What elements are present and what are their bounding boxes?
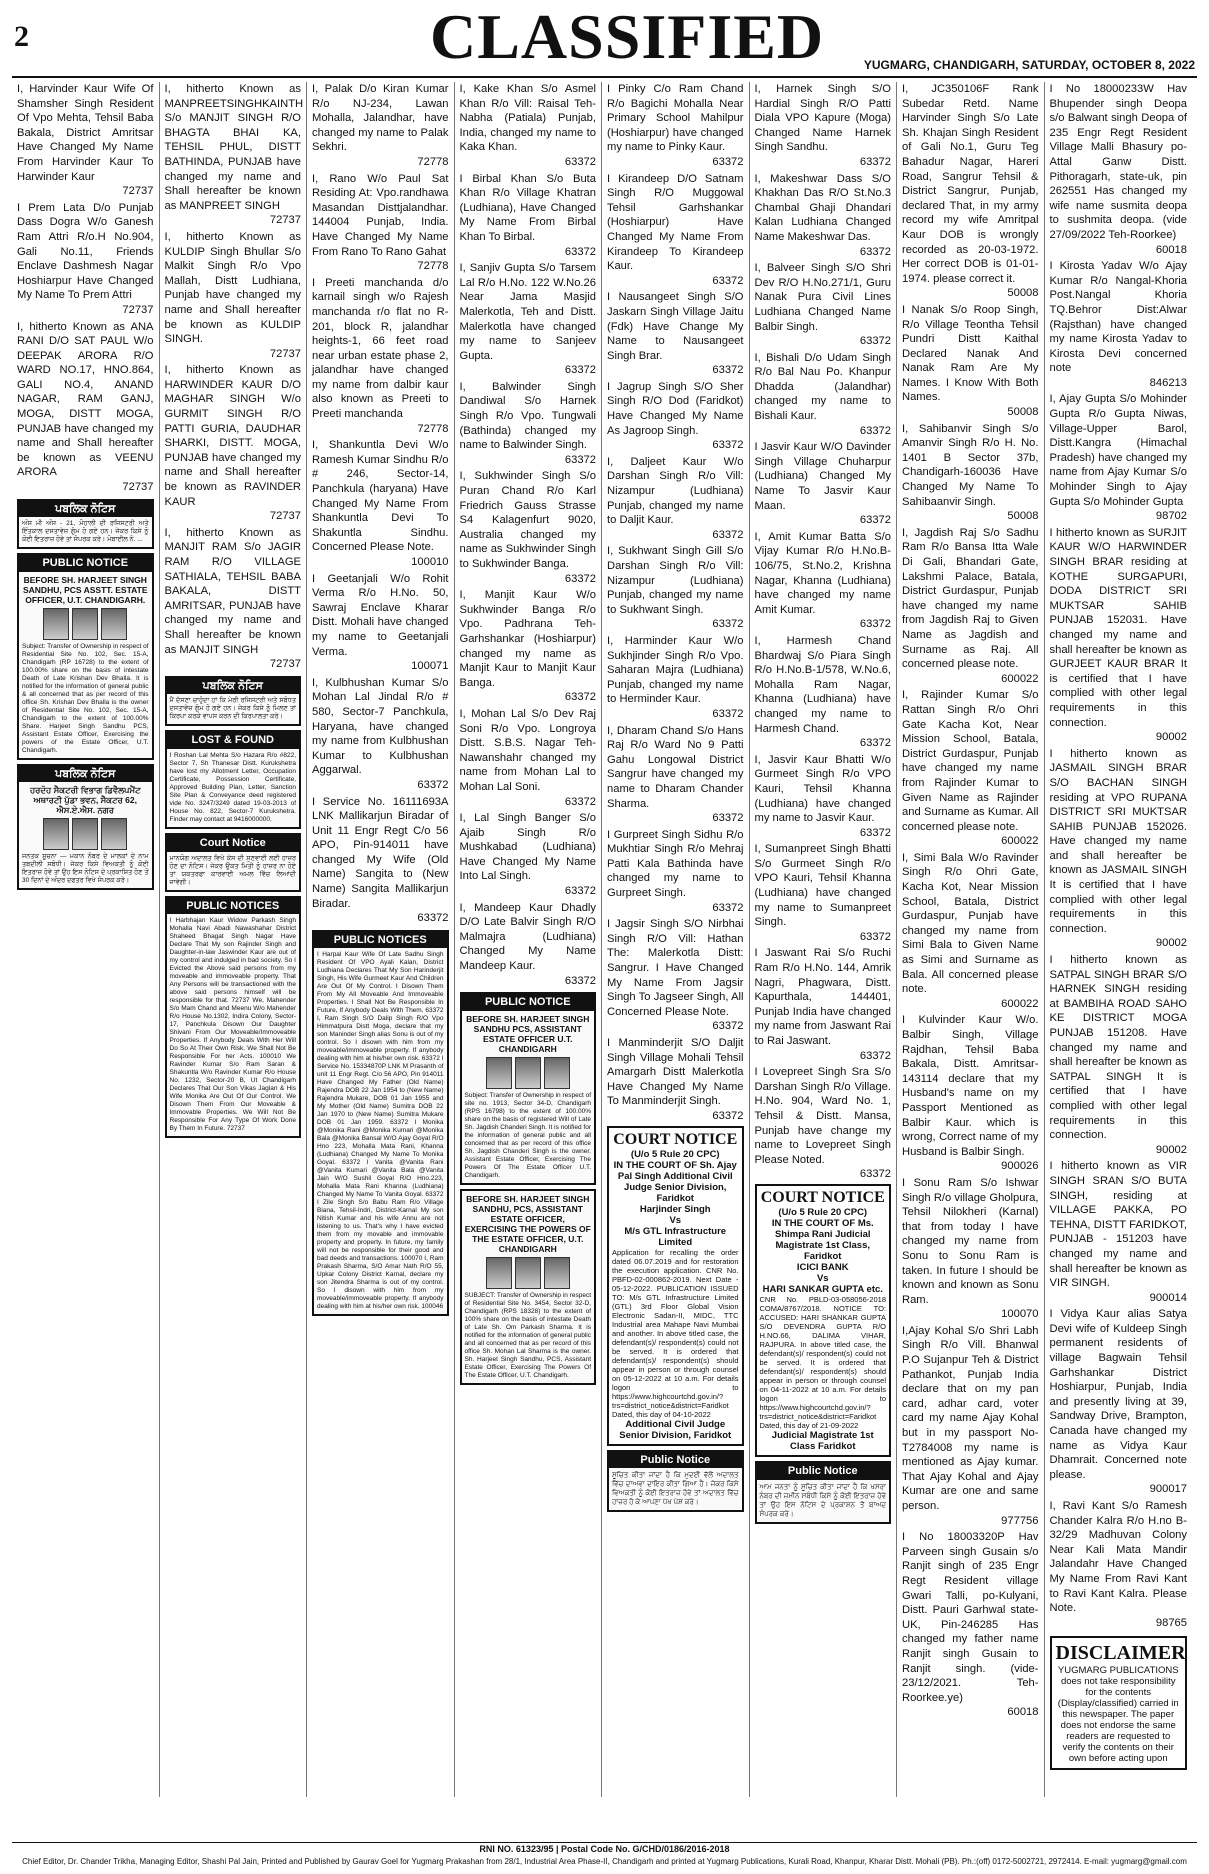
court-dated: Dated, this day of 04-10-2022 [612, 1409, 711, 1419]
classified-notice: I Jasvir Kaur W/O Davinder Singh Village Chuharpur (Ludhiana) Changed My Name To Jasvir Kaur Maan. [754, 441, 891, 512]
public-notice-body: I Roshan Lal Mehta S/o Hazara R/o #822, Sector 7, Sh Thanesar Distt. Kurukshetra have lost my Allotment Letter, Occupation Certificate, Possession Certificate, Approved Building Plan, Letter, Sanction Site Plan & Conveyance deed registered vide No. 3247/3249 dated 19-03-2013 of House No. 822, Sector-7 Kurukshetra. Finder may contact at 9416000000. [169, 751, 296, 823]
dateline: YUGMARG, CHANDIGARH, SATURDAY, OCTOBER 8, 2022 [863, 58, 1195, 72]
classified-notice: I, hitherto Known as HARWINDER KAUR D/O MAGHAR SINGH W/o GURMIT SINGH R/O PATTI GURIA, DAUDHAR SHARKI, DISTT. MOGA, PUNJAB have changed my name and Shall hereafter be known as RAVINDER KAUR [164, 364, 301, 508]
public-notice-heading: Public Notice [757, 1463, 890, 1480]
public-notice-box [460, 1189, 597, 1385]
classified-notice: I, Kulbhushan Kumar S/o Mohan Lal Jindal R/o # 580, Sector-7 Panchkula, Haryana, have changed my name from Kulbhushan Kumar to Kulbhushan Aggarwal. [312, 676, 449, 777]
notice-code: 900017 [1149, 1483, 1187, 1496]
classified-notice: I, Mohan Lal S/o Dev Raj Soni R/o Vpo. Longroya Distt. S.B.S. Nagar Teh-Nawanshahr changed my name from Mohan Lal to Mohan Lal Soni. [459, 707, 596, 793]
notice-code: 846213 [1149, 376, 1187, 389]
notice-code: 63372 [564, 885, 596, 898]
notice-code: 63372 [712, 618, 744, 631]
versus: Vs [669, 1214, 682, 1226]
classified-notice: I, Sukhwant Singh Gill S/o Darshan Singh R/o Vill: Nizampur (Ludhiana) Punjab, changed my name to Sukhwant Singh. [607, 545, 744, 616]
notice-code: 72737 [269, 658, 301, 671]
notice-code: 63372 [712, 707, 744, 720]
classified-notice: I hitherto known as VIR SINGH SRAN S/O BUTA SINGH, residing at VILLAGE PAKKA, PO TEHNA, DISTT FARIDKOT, PUNJAB - 151203 have changed my name and shall hereafter be known as VIR SINGH. [1049, 1160, 1187, 1290]
public-notice-heading: Public Notice [609, 1452, 742, 1469]
classified-notice: I Nausangeet Singh S/O Jaskarn Singh Village Jaitu (Fdk) Have Change My Name to Nausangeet Singh Brar. [607, 291, 744, 362]
classified-notice: I hitherto known as SURJIT KAUR W/O HARWINDER SINGH BRAR residing at KOTHE SURGAPURI, DODA DISTRICT SRI MUKTSAR SAHIB PUNJAB 152031. Have changed my name and shall hereafter be known as GURJEET KAUR BRAR It is certified that I have complied with other legal requirements in this connection. [1049, 526, 1187, 729]
classified-notice: I Geetanjali W/o Rohit Verma R/o H.No. 50, Sawraj Enclave Kharar Distt. Mohali have changed my name to Geetanjali Verma. [312, 572, 449, 658]
classified-column [12, 82, 160, 1797]
classified-notice: I Vidya Kaur alias Satya Devi wife of Kuldeep Singh permanent residents of village Bagwain Tehsil Garhshankar District Hoshiarpur, Punjab, India and presently living at 39, Sandway Drive, Brampton, Canada have changed my name as Vidya Kaur Dhamrait. Concerned note please. [1049, 1308, 1187, 1481]
classified-column [1045, 82, 1193, 1797]
portrait-photo [515, 1257, 541, 1289]
party-a: ICICI BANK [796, 1261, 849, 1273]
notice-code: 63372 [859, 335, 891, 348]
classified-notice: I, hitherto Known as MANPREETSINGHKAINTH S/o MANJIT SINGH R/O BHAGTA BHAI KA, TEHSIL PHUL, DISTT BATHINDA, PUNJAB have changed my name and Shall hereafter be known as MANPREET SINGH [164, 83, 304, 212]
classified-notice: I Sonu Ram S/o Ishwar Singh R/o village Gholpura, Tehsil Nilokheri (Karnal) that from today I have changed my name from Sonu to Sonu Ram is taken. In future I should be known and known as Sonu Ram. [902, 1176, 1039, 1306]
classified-notice: I Lovepreet Singh Sra S/o Darshan Singh R/o Village. H.No. 904, Ward No. 1, Tehsil & Distt. Mansa, Punjab have change my name to Lovepreet Singh Please Noted. [754, 1066, 891, 1166]
public-notice-box [165, 833, 302, 892]
notice-code: 600022 [1001, 835, 1039, 848]
classified-notice: I Pinky C/o Ram Chand R/o Bagichi Mohalla Near Primary School Mahilpur (Hoshiarpur) have changed my name to Pinky Kaur. [607, 83, 744, 154]
party-a: Harjinder Singh [639, 1203, 711, 1215]
public-notice-body: Subject: Transfer of Ownership in respect of site no. 1913, Sector 34-D, Chandigarh (RPS 16798) to the extent of 100.00% share on the basis of registered Will of Late Sh. Jagdish Chanderi Singh. It is notified for the information of general public and all concerned that as per record of this office Sh. Jagdish Chanderi Singh is the owner. Assistant Estate Officer, Exercising The Powers Of The Estate Officer U.T. Chandigarh. [464, 1091, 591, 1179]
classified-column [602, 82, 750, 1797]
classified-notice: I, Sanjiv Gupta S/o Tarsem Lal R/o H.No. 122 W.No.26 Near Jama Masjid Malerkotla, Teh and Distt. Malerkotla have changed my name to Sanjeev Gupta. [459, 262, 596, 362]
public-notice-box [755, 1461, 892, 1524]
classified-notice: I Jagrup Singh S/O Sher Singh R/O Dod (Faridkot) Have Changed My Name As Jagroop Singh. [607, 380, 744, 437]
notice-code: 63372 [712, 364, 744, 377]
public-notice-authority: ਹਰਦੋਹ ਸੈਕਟਰੀ ਵਿਭਾਗ ਡਿਵੈਲਪਮੈਂਟ ਅਥਾਰਟੀ ਪੁੱਡਾ ਭਵਨ, ਸੈਕਟਰ 62, ਐਸ.ਏ.ਐਸ. ਨਗਰ [29, 785, 141, 816]
public-notice-heading: PUBLIC NOTICES [314, 932, 447, 949]
classified-notice: I, Harmesh Chand Bhardwaj S/o Piara Singh R/o H.No.B-1/578, W.No.6, Mohalla Ram Nagar, Khanna (Ludhiana) have changed my name to Harmesh Chand. [754, 634, 891, 735]
footer-imprint: Chief Editor, Dr. Chander Trikha, Managing Editor, Shashi Pal Jain, Printed and Published by Gaurav Goel for Yugmarg Prakashan from 28/1, Industrial Area Phase-II, Chandigarh and printed at Yugmarg Publications, Kurali Road, Khanpur, Kharar Distt. Mohali (PB). Ph.:(off) 0172-5002721, 2972414. E-mail: yugmarg@gmail.com [22, 1857, 1187, 1866]
classified-notice: I hitherto known as SATPAL SINGH BRAR S/O HARNEK SINGH residing at BAMBIHA ROAD SAHO KE DISTRICT MOGA PUNJAB 151208. Have changed my name and shall hereafter be known as SATPAL SINGH It is certified that I have complied with other legal requirements in this connection. [1049, 954, 1187, 1142]
notice-code: 63372 [712, 901, 744, 914]
classified-notice: I, hitherto Known as ANA RANI D/O SAT PAUL W/o DEEPAK ARORA R/O WARD NO.17, HNO.864, GALI NO.4, ANAND NAGAR, RAM GANJ, MOGA, DISTT MOGA, PUNJAB have changed my name and Shall hereafter be known as VEENU ARORA [17, 320, 154, 479]
notice-code: 72737 [269, 347, 301, 360]
public-notice-body: ਮਾਨਯੋਗ ਅਦਾਲਤ ਵਿਖੇ ਕੇਸ ਦੀ ਸੁਣਵਾਈ ਲਈ ਹਾਜ਼ਰ ਹੋਣ ਦਾ ਨੋਟਿਸ। ਜੇਕਰ ਉਕਤ ਮਿਤੀ ਨੂੰ ਹਾਜ਼ਰ ਨਾ ਹੋਏ ਤਾਂ ਯਕਤਰਫਾ ਕਾਰਵਾਈ ਅਮਲ ਵਿੱਚ ਲਿਆਂਦੀ ਜਾਵੇਗੀ। [169, 854, 296, 886]
notice-code: 63372 [564, 691, 596, 704]
notice-code: 63372 [417, 912, 449, 925]
notice-code: 977756 [1001, 1514, 1039, 1527]
classified-notice: I, Ajay Gupta S/o Mohinder Gupta R/o Gupta Niwas, Village-Upper Barol, Distt.Kangra (Himachal Pradesh) have changed my name from Ajay Kumar S/o Mohinder Singh to Ajay Gupta S/o Mohinder Gupta [1049, 393, 1187, 508]
public-notice-body: I Harpal Kaur Wife Of Late Sadhu Singh Resident Of VPO Ayali Kalan, District Ludhiana Declares That My Son Harinderjit Singh, His Wife Gurmeet Kaur And Children Are Out Of My Control. I Disown Them From My All Moveable And Immoveable Properties. I Shall Not Be Responsible In Future, If Anybody Deals With Them. 63372 I, Ram Singh S/O Dalip Singh R/O Vpo Himmatpura Distt Moga, declare that my son Maninder Singh alias Sonu is out of my control. So I disown with him from my moveable/immoveable property. If anybody dealing with him at his/her own risk. 63372 I Service No. 15334870P LNK M Prasanth of unit 11 Engr Regt. C/o 56 APO, Pin 914011 Have Changed My Father (Old Name) Rajendra DOB 22 Jan 1954 to (New Name) Rajendra Mukare, DOB 01 Jan 1955 and My Mother (Old Name) Sumitra DOB 22 Jan 1970 to (New Name) Sumitra Mukare DOB 01 Jan 1959. 63372 I Monika @Monika Rani @Monika Kumari @Monika Bala @Monika Bansal W/O Ajay Goyal R/O Hno 223, Mohalla Mata Rani, Khanna (Ludhiana) Changed My Name To Monika Goyal. 63372 I Vanita @Vanita Rani @Vanita Kumari @Vanita Bala @Vanita Jain W/O Sushil Goyal R/O Hno.223, Mohalla Mata Rani Khanna (Ludhiana) Changed My Name To Vanita Goyal. 63372 I Zile Singh S/o Babu Ram R/o Village Biana, Tehsil-Indri, District-Karnal My son Nitish Kumar and his wife Annu are not listening to us. That's why I have evicted them from my movable and immovable property and property. In future, my family will not be responsible for their good and bad deeds and transactions. 100070 I, Ram Prakash Sharma, S/O Amar Nath R/O 55, Upkar Colony District Karnal, declare my son Jitendra Sharma is out of my control. So I disown with him from my moveable/immoveable property. If anybody dealing with him at his/her own risk. 100046 [317, 951, 444, 1311]
court-dated: Dated, this day of 21-09-2022 [759, 1420, 859, 1430]
classified-notice: I, Balwinder Singh Dandiwal S/o Harnek Singh R/o Vpo. Tungwali (Bathinda) changed my name to Balwinder Singh. [459, 380, 596, 452]
public-notice-body: ਆਮ ਜਨਤਾ ਨੂੰ ਸੂਚਿਤ ਕੀਤਾ ਜਾਂਦਾ ਹੈ ਕਿ ਖਸਰਾ ਨੰਬਰ ਦੀ ਜ਼ਮੀਨ ਸਬੰਧੀ ਕਿਸੇ ਨੂੰ ਕੋਈ ਇਤਰਾਜ਼ ਹੋਵੇ ਤਾਂ ਉਹ ਇਸ ਨੋਟਿਸ ਦੇ ਪ੍ਰਕਾਸ਼ਨ ਤੋਂ ਬਾਅਦ ਸੰਪਰਕ ਕਰੇ। [759, 1483, 886, 1518]
classified-notice: I Kirosta Yadav W/o Ajay Kumar R/o Nangal-Khoria Post.Nangal Khoria TQ.Behror Dist:Alwar (Rajsthan) have changed my name Kirosta Yadav to Kirosta Devi concerned note [1049, 260, 1187, 375]
classified-notice: I, Amit Kumar Batta S/o Vijay Kumar R/o H.No.B-106/75, St.No.2, Krishna Nagar, Khanna (Ludhiana) have changed my name Amit Kumar. [754, 530, 891, 616]
classified-notice: I Jagsir Singh S/O Nirbhai Singh R/O Vill: Hathan The: Malerkotla Distt: Sangrur. I Have Changed My Name From Jagsir Singh To Jagseer Singh, All Concerned Please Note. [607, 918, 744, 1018]
notice-code: 72778 [417, 422, 449, 435]
portrait-photo [544, 1257, 570, 1289]
notice-code: 90002 [1155, 731, 1187, 744]
notice-code: 100010 [411, 556, 449, 568]
notice-photos [465, 1257, 592, 1289]
masthead-title: CLASSIFIED [430, 1, 825, 72]
public-notice-body: ਸੂਚਿਤ ਕੀਤਾ ਜਾਂਦਾ ਹੈ ਕਿ ਮੁਦਈ ਵੱਲੋਂ ਅਦਾਲਤ ਵਿੱਚ ਦਾਅਵਾ ਦਾਇਰ ਕੀਤਾ ਗਿਆ ਹੈ। ਜੇਕਰ ਕਿਸੇ ਵਿਅਕਤੀ ਨੂੰ ਕੋਈ ਇਤਰਾਜ਼ ਹੋਵੇ ਤਾਂ ਅਦਾਲਤ ਵਿੱਚ ਹਾਜ਼ਰ ਹੋ ਕੇ ਆਪਣਾ ਪੱਖ ਪੇਸ਼ ਕਰੇ। [612, 1472, 739, 1507]
court-notice-title: COURT NOTICE [760, 1188, 885, 1206]
portrait-photo [72, 818, 98, 850]
classified-notice: I, JC350106F Rank Subedar Retd. Name Harvinder Singh S/o Late Sh. Khajan Singh Resident of Gali No.1, Guru Teg Bahadur Nagar, Hareri Road, Sangrur Tehsil & District Sangrur, Punjab, declared That, in my army record my wife Amritpal Kaur DOB is wrongly recorded as 20-03-1972. Her correct DOB is 01-01-1974. please correct it. [902, 83, 1039, 285]
classified-notice: I, Shankuntla Devi W/o Ramesh Kumar Sindhu R/o # 246, Sector-14, Panchkula (haryana) Have Changed My Name From Shankuntla Devi To Shakuntla Sindhu. Concerned Please Note. [312, 439, 449, 554]
notice-code: 63372 [564, 453, 596, 466]
court-notice-body: Application for recalling the order dated 06.07.2019 and for restoration the execution application. CNR No. PBFD-02-000862-2019. Next Date - 05-12-2022. PUBLICATION ISSUED TO: M/s GTL Infrastructure Limited (GTL) 3rd Floor Global Vision Electronic Sadan-II, MIDC, TTC Industrial area Mahape Navi Mumbai and another. In above titled case, the defendant(s)/ respondent(s) could not be served. It is ordered that defendant(s)/ respondent(s) should appear in person or through counsel on 05-12-2022 at 10 a.m. For details logon to https://www.highcourtchd.gov.in/?trs=district_notice&district=Faridkot [612, 1247, 739, 1410]
notice-code: 63372 [712, 812, 744, 825]
notice-photos [465, 1057, 592, 1089]
notice-code: 60018 [1155, 243, 1187, 256]
public-notice-body: ਜਨਤਕ ਸੂਚਨਾ — ਮਕਾਨ ਨੰਬਰ ਦੇ ਮਾਲਕਾਂ ਦੇ ਨਾਮ ਤਬਦੀਲੀ ਸਬੰਧੀ। ਜੇਕਰ ਕਿਸੇ ਵਿਅਕਤੀ ਨੂੰ ਕੋਈ ਇਤਰਾਜ਼ ਹੋਵੇ ਤਾਂ ਉਹ ਇਸ ਨੋਟਿਸ ਦੇ ਪ੍ਰਕਾਸ਼ਿਤ ਹੋਣ ਤੋਂ 30 ਦਿਨਾਂ ਦੇ ਅੰਦਰ ਦਫਤਰ ਵਿਖੇ ਸੰਪਰਕ ਕਰੇ। [22, 853, 149, 885]
classified-notice: I, Ravi Kant S/o Ramesh Chander Kalra R/o H.no B-32/29 Madhuvan Colony Near Kali Mata Mandir Jalandahr Have Changed My Name From Ravi Kant to Ravi Kant Kalra. Please Note. [1049, 1500, 1187, 1615]
notice-code: 63372 [712, 1109, 744, 1122]
classified-notice: I, Kake Khan S/o Asmel Khan R/o Vill: Raisal Teh-Nabha (Patiala) Punjab, India, changed my name to Kaka Khan. [459, 83, 596, 154]
notice-code: 63372 [712, 155, 744, 168]
public-notice-body: ਅੰਸ ਮੀ ਅੰਸ - 21, ਮੋਹਾਲੀ ਦੀ ਰਜਿਸਟਰੀ ਅਤੇ ਇੰਤਕਾਲ ਦਸਤਾਵੇਜ਼ ਗੁੰਮ ਹੋ ਗਏ ਹਨ। ਜੇਕਰ ਕਿਸੇ ਨੂੰ ਕੋਈ ਇਤਰਾਜ਼ ਹੋਵੇ ਤਾਂ ਸੰਪਰਕ ਕਰੇ। ਮੋਬਾਈਲ ਨੰ. ... [22, 520, 149, 544]
public-notice-box [165, 730, 302, 829]
classified-notice: I, hitherto Known as MANJIT RAM S/o JAGIR RAM R/O VILLAGE SATHIALA, TEHSIL BABA BAKALA, DISTT AMRITSAR, PUNJAB have changed my name and Shall hereafter be known as MANJIT SINGH [164, 526, 301, 656]
notice-code: 50008 [1007, 287, 1039, 300]
notice-code: 90002 [1155, 937, 1187, 950]
versus: Vs [816, 1272, 829, 1284]
notice-code: 63372 [859, 1049, 891, 1062]
notice-code: 63372 [712, 439, 744, 452]
notice-code: 63372 [564, 572, 596, 585]
public-notice-box [17, 553, 154, 760]
classified-column [160, 82, 308, 1797]
classified-notice: I, Makeshwar Dass S/O Khakhan Das R/O St.No.3 Chambal Ghaji Dhandari Kalan Ludhiana Changed Name Makeshwar Das. [754, 172, 891, 243]
portrait-photo [544, 1057, 570, 1089]
classified-notice: I, Daljeet Kaur W/o Darshan Singh R/o Vill: Nizampur (Ludhiana) Punjab, changed my name to Daljit Kaur. [607, 455, 744, 527]
notice-code: 63372 [712, 528, 744, 541]
court-notice-box [755, 1184, 892, 1457]
public-notice-heading: Court Notice [167, 835, 300, 852]
notice-code: 600022 [1001, 672, 1039, 685]
public-notice-heading: PUBLIC NOTICE [19, 555, 152, 572]
classified-column [455, 82, 603, 1797]
notice-code: 63372 [712, 1020, 744, 1033]
notice-code: 98765 [1155, 1616, 1187, 1629]
court-notice-title: COURT NOTICE [613, 1130, 738, 1148]
classified-notice: I Kirandeep D/O Satnam Singh R/O Muggowal Tehsil Garhshankar (Hoshiarpur) Have Changed My Name From Kirandeep To Kirandeep Kaur. [607, 172, 744, 273]
classified-notice: I Service No. 16111693A LNK Mallikarjun Biradar of Unit 11 Engr Regt C/o 56 APO, Pin-914011 have changed My Wife (Old Name) Sangita to (New Name) Sangita Mallikarjun Biradar. [312, 795, 449, 910]
party-b: HARI SANKAR GUPTA etc. [762, 1283, 883, 1295]
notice-code: 50008 [1007, 406, 1039, 419]
public-notice-box [312, 930, 449, 1317]
footer-rule [12, 1842, 1197, 1843]
portrait-photo [101, 818, 127, 850]
public-notice-heading: ਪਬਲਿਕ ਨੋਟਿਸ [19, 501, 152, 518]
classified-notice: I Kulvinder Kaur W/o. Balbir Singh, Village Rajdhan, Tehsil Baba Bakala, Distt. Amritsar-143114 declare that my Husband's name on my Passport Mentioned as Balbir Kaur. which is wrong, Correct name of my Husband is Balbir Singh. [902, 1014, 1039, 1158]
public-notice-box [165, 896, 302, 1139]
classified-notice: I No 18000233W Hav Bhupender singh Deopa s/o Balwant singh Deopa of 235 Engr Regt Resident Village Malli Bhasury po-Attal Ganw Distt. Pithoragarh, state-uk, pin 262551 Has changed my wife name susmita deopa to sushmita deopa. (vide 27/09/2022 Teh-Roorkee) [1049, 83, 1187, 241]
notice-code: 600022 [1001, 997, 1039, 1010]
classified-notice: I No 18003320P Hav Parveen singh Gusain s/o Ranjit singh of 235 Engr Regt Resident village Gwari Talli, po-Kulyani, Distt. Pauri Garhwal state-UK, Pin-246285 Has changed my father name Ranjit singh Gusain to Ranjit singh. (vide-23/12/2021. Teh-Roorkee.ye) [902, 1531, 1039, 1704]
classified-notice: I, Dharam Chand S/o Hans Raj R/o Ward No 9 Patti Gahu Longowal District Sangrur have changed my name to Dharam Chander Sharma. [607, 724, 744, 810]
classified-notice: I, Palak D/o Kiran Kumar R/o NJ-234, Lawan Mohalla, Jalandhar, have changed my name to Palak Sekhri. [312, 83, 449, 154]
notice-code: 60018 [1007, 1706, 1039, 1719]
public-notice-authority: BEFORE SH. HARJEET SINGH SANDHU, PCS, ASSISTANT ESTATE OFFICER, EXERCISING THE POWERS OF THE ESTATE OFFICER, U.T. CHANDIGARH [464, 1193, 591, 1254]
public-notice-heading: PUBLIC NOTICES [167, 898, 300, 915]
footer-registration: RNI NO. 61323/95 | Postal Code No. G/CHD/0186/2016-2018 [479, 1844, 730, 1854]
classified-notice: I, Jagdish Raj S/o Sadhu Ram R/o Bansa Itta Wale Di Gali, Bhandari Gate, Lakshmi Palace, Batala, District Gurdaspur, Punjab have changed my name from Jagdish Raj to Given Name as Jagdish and Surname as Raj. All concerned please note. [902, 526, 1039, 671]
public-notice-authority: BEFORE SH. HARJEET SINGH SANDHU, PCS ASSTT. ESTATE OFFICER, U.T. CHANDIGARH. [22, 574, 148, 605]
classified-notice: I, Rajinder Kumar S/o Rattan Singh R/o Ohri Gate Kacha Kot, Near Mission School, Batala, District Gurdaspur, Punjab have changed my name from Rajinder Kumar to Given Name as Rajinder and Surname as Kumar. All concerned please note. [902, 689, 1039, 833]
notice-code: 63372 [859, 930, 891, 943]
header-rule [12, 76, 1197, 78]
public-notice-body: I Harbhajan Kaur Widow Parkash Singh Mohalla Navi Abadi Nawashahar District Shaheed Bhagat Singh Nagar Have Declare That My son Rajinder Singh and Daughter-in-law Jaswinder Kaur are out of my control and indulged in bad society. So I Evicted the Above said persons from my moveable and immoveable property. That Any Persons will be transactioned with the above said persons himself will be responsible for that. 72737 We, Mahender S/o Mam Chand and Meenu W/o Mahender R/o House No.1302, Indira Colony, Sector-17, Panchkula Disown Our Daughter Shivani From Our Moveable/Immoveable Properties. If Anybody Deals With Her Will Do So At Their Own Risk. We Shall Not Be Responsible For her Acts. 100010 We Ravinder Kumar S/o Ram Saran & Shakuntla W/o Ravinder Kumar R/o House No. 1232, Sector-20 B, Ut Chandigarh Declares That Our Son Vikas Jaglan & His Wife Monika Are Out Of Our Control. We Disown Them From Our Moveable & Immovable Properties. We Will Not Be Responsible For Any Type Of Work Done By Them In Future. 72737 [169, 917, 296, 1133]
public-notice-box [165, 676, 302, 727]
classified-notice: I Gurpreet Singh Sidhu R/o Mukhtiar Singh R/o Mehraj Patti Kala Bathinda have changed my name to Gurpreet Singh. [607, 828, 744, 900]
notice-code: 900026 [1001, 1160, 1039, 1173]
notice-code: 72778 [417, 260, 449, 273]
notice-code: 63372 [564, 364, 596, 377]
classified-notice: I Manminderjit S/O Daljit Singh Village Mohali Tehsil Amargarh Distt Malerkotla Have Changed My Name To Manminderjit Singh. [607, 1037, 744, 1108]
notice-code: 63372 [712, 274, 744, 287]
public-notice-box [607, 1450, 744, 1513]
classified-notice: I, hitherto Known as KULDIP Singh Bhullar S/o Malkit Singh R/o Vpo Mallah, Distt Ludhiana, Punjab have changed my name and Shall hereafter be known as KULDIP SINGH. [164, 230, 301, 346]
classified-notice: I Preeti manchanda d/o karnail singh w/o Rajesh manchanda r/o flat no R-201, block R, jalandhar heights-1, 66 feet road near urban estate phase 2, jalandhar have changed my name from dalbir kaur also known as Preeti to Preeti manchanda [312, 276, 449, 421]
party-b: M/s GTL Infrastructure Limited [624, 1225, 727, 1248]
classified-notice: I, Harnek Singh S/O Hardial Singh R/O Patti Diala VPO Kapure (Moga) Changed Name Harnek Singh Sandhu. [754, 83, 891, 154]
portrait-photo [43, 818, 69, 850]
classified-columns [12, 82, 1197, 1797]
notice-code: 63372 [859, 618, 891, 631]
classified-column [897, 82, 1045, 1797]
classified-notice: I, Balveer Singh S/O Shri Dev R/O H.No.271/1, Guru Nanak Pura Civil Lines Ludhiana Changed Name Balbir Singh. [754, 262, 891, 333]
notice-code: 63372 [859, 514, 891, 527]
classified-notice: I Prem Lata D/o Punjab Dass Dogra W/o Ganesh Ram Attri R/o.H No.904, Gali No.11, Friends Enclave Dashmesh Nagar Hoshiarpur Have Changed My Name To Prem Attri [17, 201, 154, 302]
notice-code: 900014 [1149, 1291, 1187, 1304]
public-notice-box [17, 499, 154, 550]
notice-code: 98702 [1155, 510, 1187, 523]
notice-code: 63372 [564, 795, 596, 808]
portrait-photo [515, 1057, 541, 1089]
notice-code: 72737 [269, 214, 301, 227]
classified-notice: I, Sumanpreet Singh Bhatti S/o Gurmeet Singh R/o VPO Kauri, Tehsil Khanna (Ludhiana) have changed my name to Sumanpreet Singh. [754, 843, 891, 929]
classified-notice: I, Bishali D/o Udam Singh R/o Bal Nau Po. Khanpur Dhadda (Jalandhar) changed my name to Bishali Kaur. [754, 351, 891, 423]
public-notice-heading: LOST & FOUND [167, 732, 300, 749]
notice-code: 63372 [564, 245, 596, 258]
court-signatory: Judicial Magistrate 1st Class Faridkot [771, 1429, 874, 1452]
notice-code: 72778 [417, 155, 449, 168]
court-notice-body: CNR No. PBLD-03-058056-2018 COMA/8767/2018. NOTICE TO: ACCUSED: HARI SHANKAR GUPTA S/O DEVENDRA GUPTA R/O H.NO.66, DALIMA VIHAR, RAJPURA. In above titled case, the defendant(s)/ respondent(s) could not be served. It is ordered that defendant(s)/ respondent(s) should appear in person or through counsel on 04-11-2022 at 10 a.m. For details logon to https://www.highcourtchd.gov.in/?trs=district_notice&district=Faridkot [759, 1294, 886, 1421]
notice-code: 72737 [122, 481, 154, 494]
classified-notice: I Nanak S/o Roop Singh, R/o Village Teontha Tehsil Pundri Distt Kaithal Declared Nanak And Nanak Ram Are My Names. I Know With Both Names. [902, 303, 1039, 404]
public-notice-heading: ਪਬਲਿਕ ਨੋਟਿਸ [19, 766, 152, 783]
notice-code: 63372 [564, 155, 596, 168]
classified-notice: I, Rano W/o Paul Sat Residing At: Vpo.randhawa Masandan Disttjalandhar. 144004 Punjab, India. Have Changed My Name From Rano To Rano Gahat [312, 172, 449, 258]
notice-code: 63372 [859, 155, 891, 168]
disclaimer-box [1050, 1636, 1188, 1770]
portrait-photo [43, 608, 69, 640]
classified-notice: I, Mandeep Kaur Dhadly D/O Late Balvir Singh R/O Malmajra (Ludhiana) Changed My Name Mandeep Kaur. [459, 901, 596, 973]
classified-notice: I, Harminder Kaur W/o Sukhjinder Singh R/o Vpo. Saharan Majra (Ludhiana) Punjab, changed my name to Herminder Kaur. [607, 634, 744, 706]
notice-code: 72737 [269, 510, 301, 523]
portrait-photo [486, 1057, 512, 1089]
notice-code: 100070 [1001, 1308, 1039, 1321]
notice-code: 63372 [859, 424, 891, 437]
notice-code: 100071 [411, 660, 449, 673]
page-number: 2 [14, 20, 29, 53]
notice-code: 63372 [859, 1168, 891, 1181]
court-notice-rule: (U/o 5 Rule 20 CPC) [778, 1206, 868, 1218]
classified-notice: I, Lal Singh Banger S/o Ajaib Singh R/o Mushkabad (Ludhiana) Have Changed My Name Into Lal Singh. [459, 812, 596, 883]
notice-code: 90002 [1155, 1143, 1187, 1156]
classified-notice: I,Ajay Kohal S/o Shri Labh Singh R/o Vill. Bhanwal P.O Sujanpur Teh & District Pathankot, Punjab India declare that on my pan card, adhar card, voter card my name Ajay Kohal but in my passport No-T2784008 my name is mentioned as Ajay kumar. That Ajay Kohal and Ajay Kumar are one and same person. [902, 1324, 1039, 1512]
classified-notice: I hitherto known as JASMAIL SINGH BRAR S/O BACHAN SINGH residing at VPO RUPANA DISTRICT SRI MUKTSAR SAHIB PUNJAB 152026. Have changed my name and shall hereafter be known as JASMAIL SINGH It is certified that I have complied with other legal requirements in this connection. [1049, 747, 1187, 935]
notice-photos [22, 818, 149, 850]
classified-notice: I, Sahibanvir Singh S/o Amanvir Singh R/o H. No. 1401 B Sector 37b, Chandigarh-160036 Have Changed My Name To Sahibaanvir Singh. [902, 422, 1039, 508]
classified-notice: I, Sukhwinder Singh S/o Puran Chand R/o Karl Friedrich Gauss Strasse S4 Kalagenfurt 9020, Australia changed my name as Sukhwinder Singh to Sukhwinder Banga. [459, 470, 596, 570]
notice-photos [22, 608, 149, 640]
notice-code: 63372 [859, 826, 891, 839]
classified-column [307, 82, 455, 1797]
court-name: IN THE COURT OF Ms. Shimpa Rani Judicial Magistrate 1st Class, Faridkot [771, 1217, 874, 1262]
court-name: IN THE COURT OF Sh. Ajay Pal Singh Additional Civil Judge Senior Division, Faridkot [613, 1159, 737, 1204]
classified-notice: I Birbal Khan S/o Buta Khan R/o Village Khatran (Ludhiana), Have Changed My Name From Birbal Khan To Birbal. [459, 172, 596, 243]
notice-code: 72737 [122, 303, 154, 316]
classified-column [750, 82, 898, 1797]
disclaimer-text: YUGMARG PUBLICATIONS does not take responsibility for the contents (Display/classified) carried in this newspaper. The paper does not endorse the same readers are requested to verify the contents on their own before acting upon [1057, 1665, 1179, 1765]
public-notice-body: ਮੈਂ ਦੱਸਣਾ ਚਾਹੁੰਦਾ ਹਾਂ ਕਿ ਮੇਰੀ ਰਜਿਸਟਰੀ ਅਤੇ ਸਬੰਧਤ ਦਸਤਾਵੇਜ਼ ਗੁੰਮ ਹੋ ਗਏ ਹਨ। ਜੇਕਰ ਕਿਸੇ ਨੂੰ ਮਿਲਣ ਤਾਂ ਕਿਰਪਾ ਕਰਕੇ ਵਾਪਸ ਕਰਨ ਦੀ ਕਿਰਪਾਲਤਾ ਕਰੇ। [169, 697, 296, 721]
notice-code: 72737 [122, 185, 154, 198]
public-notice-heading: PUBLIC NOTICE [462, 994, 595, 1011]
court-notice-box [607, 1126, 744, 1446]
public-notice-box [460, 992, 597, 1185]
public-notice-heading: ਪਬਲਿਕ ਨੋਟਿਸ [167, 678, 300, 695]
portrait-photo [72, 608, 98, 640]
court-notice-rule: (U/o 5 Rule 20 CPC) [630, 1148, 720, 1160]
notice-code: 63372 [859, 737, 891, 750]
classified-notice: I, Jasvir Kaur Bhatti W/o Gurmeet Singh R/o VPO Kauri, Tehsil Khanna (Ludhiana) have changed my name to Jasvir Kaur. [754, 753, 891, 825]
public-notice-box [17, 764, 154, 891]
classified-notice: I Jaswant Rai S/o Ruchi Ram R/o H.No. 144, Amrik Nagri, Phagwara, Distt. Kapurthala, 144401, Punjab India have changed my name from Jaswant Rai to Rai Jaswant. [754, 947, 891, 1047]
classified-notice: I, Manjit Kaur W/o Sukhwinder Banga R/o Vpo. Padhrana Teh-Garhshankar (Hoshiarpur) changed my name as Manjit Kaur to Manjit Kaur Banga. [459, 589, 596, 689]
public-notice-body: SUBJECT: Transfer of Ownership in respect of Residential Site No. 3454, Sector 32-D, Chandigarh (RPS 18328) to the extent of 100% share on the basis of intestate Death of Late Sh. Om Parkash Sharma. It is notified for the information of general public and all concerned that as per record of this office Sh. Mohan Lal Sharma is the owner. Sh. Harjeet Singh Sandhu, PCS, Assistant Estate Officer, Exercising The Powers Of The Estate Officer, U.T. Chandigarh. [464, 1291, 591, 1379]
court-signatory: Additional Civil Judge Senior Division, Faridkot [619, 1418, 732, 1441]
classified-notice: I, Simi Bala W/o Ravinder Singh R/o Ohri Gate, Kacha Kot, Near Mission School, Batala, District Gurdaspur, Punjab have changed my name from Simi Bala to Given Name as Simi and Surname as Bala. All concerned please note. [902, 851, 1039, 996]
notice-code: 50008 [1007, 510, 1039, 523]
disclaimer-title: DISCLAIMER [1055, 1642, 1186, 1665]
notice-code: 63372 [564, 974, 596, 987]
public-notice-authority: BEFORE SH. HARJEET SINGH SANDHU PCS, ASSISTANT ESTATE OFFICER U.T. CHANDIGARH [466, 1013, 590, 1054]
notice-code: 63372 [417, 778, 449, 791]
classified-notice: I, Harvinder Kaur Wife Of Shamsher Singh Resident Of Vpo Mehta, Tehsil Baba Bakala, District Amritsar Have Changed My Name From Harvinder Kaur To Harwinder Kaur [17, 83, 154, 183]
portrait-photo [486, 1257, 512, 1289]
public-notice-body: Subject: Transfer of Ownership in respect of Residential Site No. 102, Sec. 15-A, Chandigarh (RP 16728) to the extent of 100.00% share on the basis of intestate Death of Late Krishan Dev Bhalla. It is notified for the information of general public & all concerned that as per record of this office Sh. Krishan Dev Bhalla is the owner of Residential Site No. 102, Sec. 15-A, Chandigarh to the extent of 100.00% Share. Harjeet Singh Sandhu PCS, Assistant Estate Officer, Exercising the powers of the Estate Officer, U.T. Chandigarh. [22, 642, 149, 754]
notice-code: 63372 [859, 245, 891, 258]
portrait-photo [101, 608, 127, 640]
